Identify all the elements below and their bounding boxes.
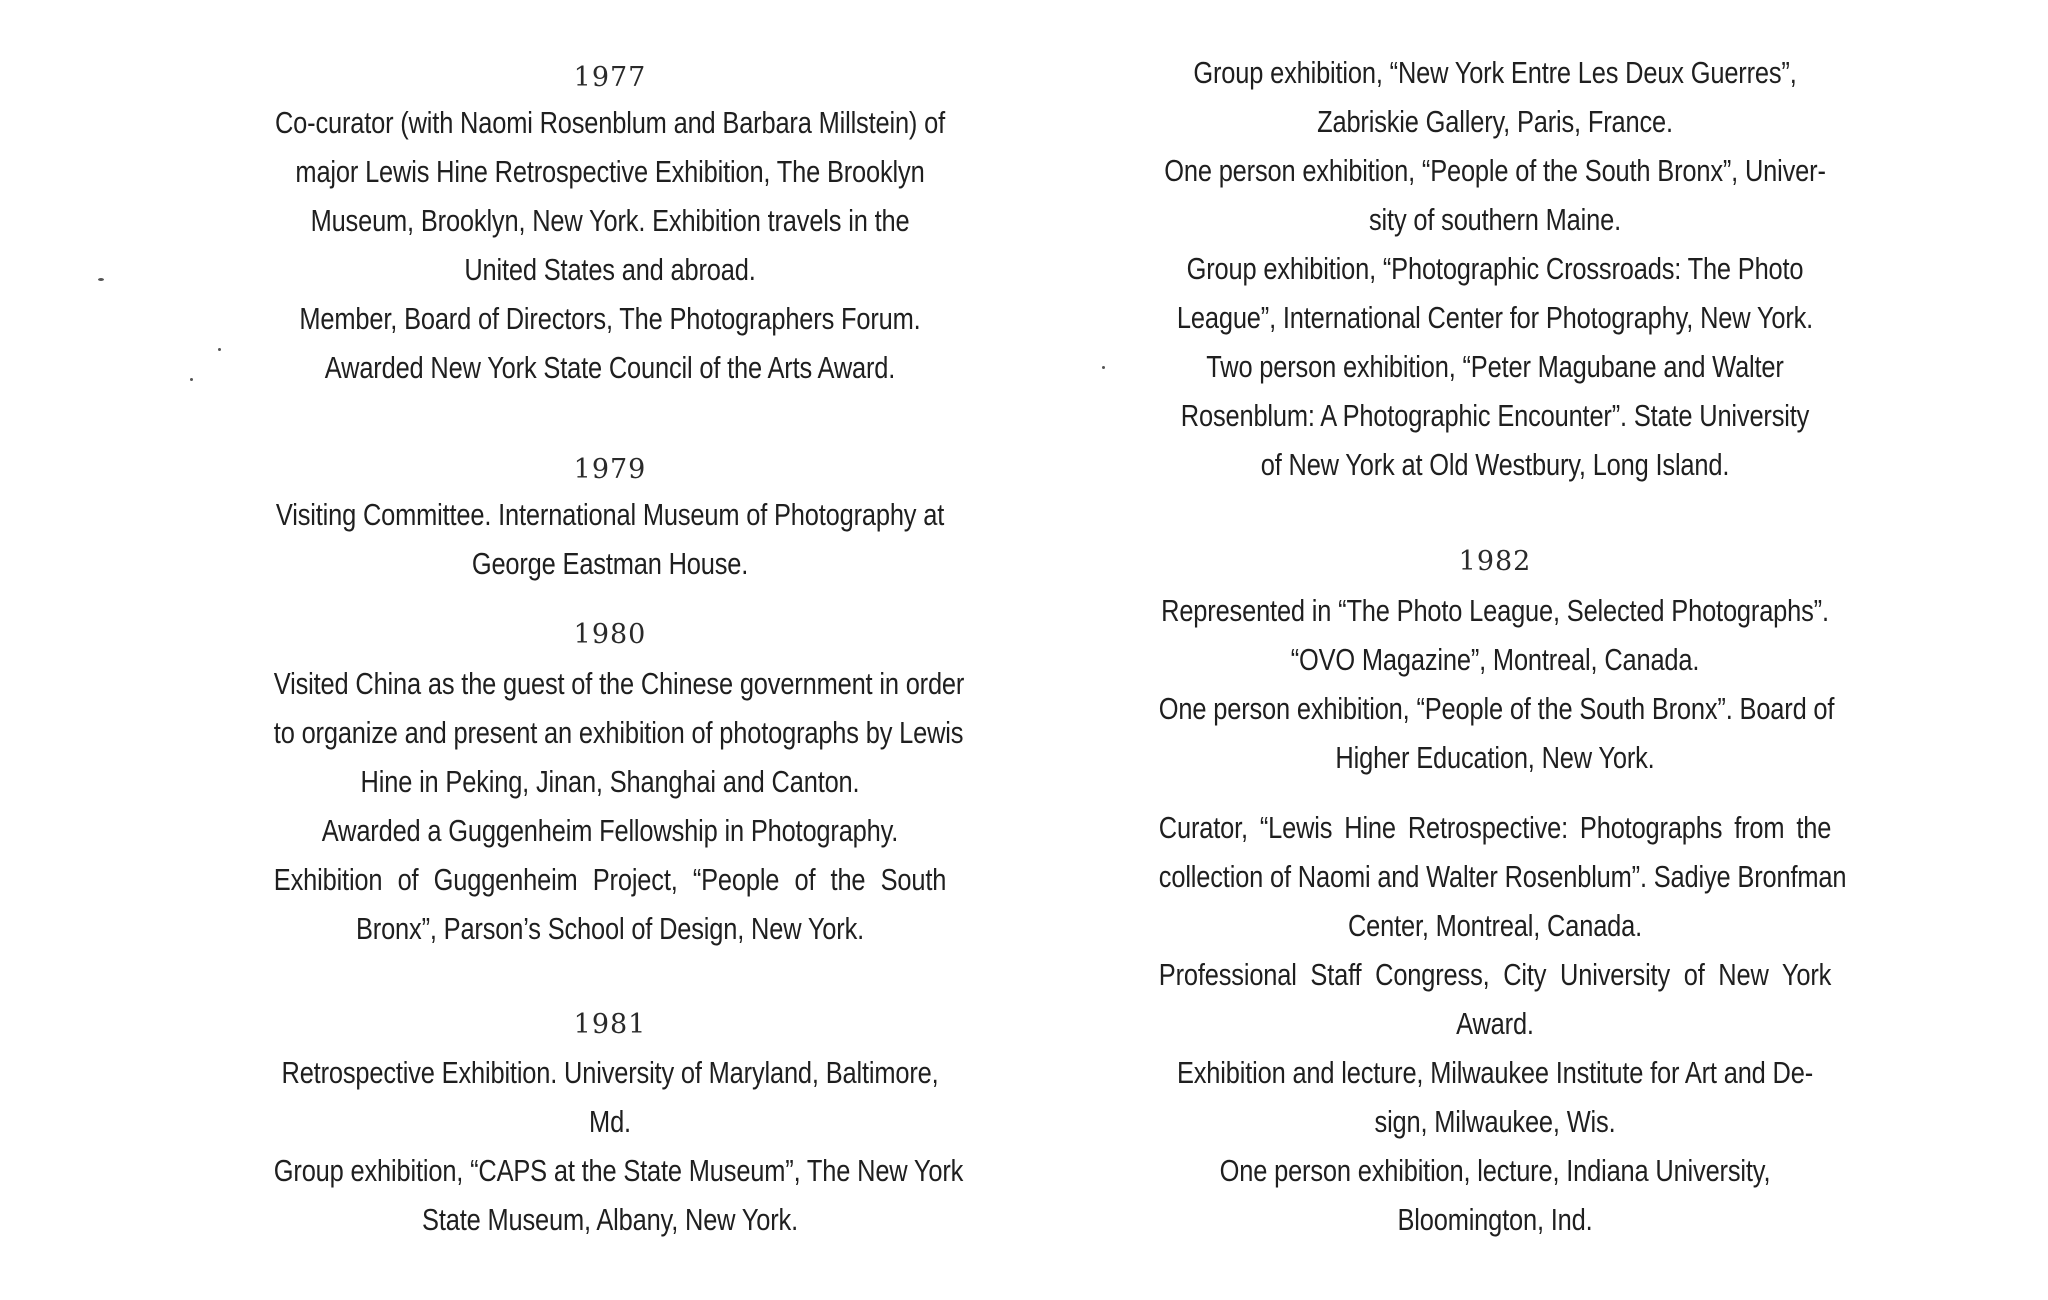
- entry-line: Curator, “Lewis Hine Retrospective: Photographs from the: [1158, 810, 1832, 845]
- entry-line: Visiting Committee. International Museum of Photography at: [275, 497, 945, 532]
- entry-line: Zabriskie Gallery, Paris, France.: [1317, 104, 1673, 139]
- entry-line: Md.: [589, 1104, 631, 1139]
- entry-line: Professional Staff Congress, City University of New York: [1158, 957, 1832, 992]
- entry-line: collection of Naomi and Walter Rosenblum”. Sadiye Bronfman: [1158, 859, 1847, 894]
- entry-line: sign, Milwaukee, Wis.: [1374, 1104, 1616, 1139]
- entry-line: Co-curator (with Naomi Rosenblum and Barbara Millstein) of: [274, 105, 946, 140]
- entry-line: Exhibition and lecture, Milwaukee Institute for Art and De-: [1176, 1055, 1814, 1090]
- entry-line: Hine in Peking, Jinan, Shanghai and Canton.: [360, 764, 860, 799]
- speck: [218, 348, 221, 351]
- entry-line: State Museum, Albany, New York.: [422, 1202, 798, 1237]
- entry-line: Awarded a Guggenheim Fellowship in Photography.: [321, 813, 899, 848]
- entry-line: Visited China as the guest of the Chinese government in order: [273, 666, 965, 701]
- entry-line: Higher Education, New York.: [1335, 740, 1655, 775]
- year-heading: 1982: [1458, 546, 1532, 577]
- entry-line: Exhibition of Guggenheim Project, “People of the South: [273, 862, 947, 897]
- speck: [98, 278, 104, 281]
- entry-line: Rosenblum: A Photographic Encounter”. State University: [1180, 398, 1810, 433]
- entry-line: One person exhibition, lecture, Indiana University,: [1219, 1153, 1771, 1188]
- entry-line: Group exhibition, “CAPS at the State Museum”, The New York: [273, 1153, 964, 1188]
- entry-line: “OVO Magazine”, Montreal, Canada.: [1290, 642, 1700, 677]
- speck: [190, 378, 193, 381]
- entry-line: Bloomington, Ind.: [1397, 1202, 1593, 1237]
- entry-line: Award.: [1456, 1006, 1534, 1041]
- year-heading: 1981: [573, 1009, 647, 1040]
- year-heading: 1979: [573, 454, 647, 485]
- entry-line: One person exhibition, “People of the South Bronx”, Univer-: [1164, 153, 1826, 188]
- entry-line: Center, Montreal, Canada.: [1347, 908, 1643, 943]
- entry-line: to organize and present an exhibition of photographs by Lewis: [273, 715, 964, 750]
- entry-line: One person exhibition, “People of the South Bronx”. Board of: [1158, 691, 1835, 726]
- entry-line: Museum, Brooklyn, New York. Exhibition travels in the: [310, 203, 910, 238]
- year-heading: 1977: [573, 62, 647, 93]
- entry-line: sity of southern Maine.: [1369, 202, 1621, 237]
- entry-line: Group exhibition, “Photographic Crossroads: The Photo: [1186, 251, 1804, 286]
- entry-line: League”, International Center for Photography, New York.: [1176, 300, 1814, 335]
- speck: [1102, 366, 1105, 369]
- entry-line: Bronx”, Parson’s School of Design, New York.: [355, 911, 865, 946]
- year-heading: 1980: [573, 619, 647, 650]
- entry-line: George Eastman House.: [471, 546, 749, 581]
- entry-line: Represented in “The Photo League, Selected Photographs”.: [1161, 593, 1829, 628]
- entry-line: Two person exhibition, “Peter Magubane and Walter: [1206, 349, 1784, 384]
- entry-line: Group exhibition, “New York Entre Les Deux Guerres”,: [1193, 55, 1797, 90]
- entry-line: of New York at Old Westbury, Long Island.: [1260, 447, 1730, 482]
- entry-line: Retrospective Exhibition. University of Maryland, Baltimore,: [281, 1055, 939, 1090]
- entry-line: United States and abroad.: [464, 252, 756, 287]
- entry-line: Member, Board of Directors, The Photographers Forum.: [299, 301, 921, 336]
- entry-line: Awarded New York State Council of the Arts Award.: [324, 350, 896, 385]
- entry-line: major Lewis Hine Retrospective Exhibition, The Brooklyn: [295, 154, 925, 189]
